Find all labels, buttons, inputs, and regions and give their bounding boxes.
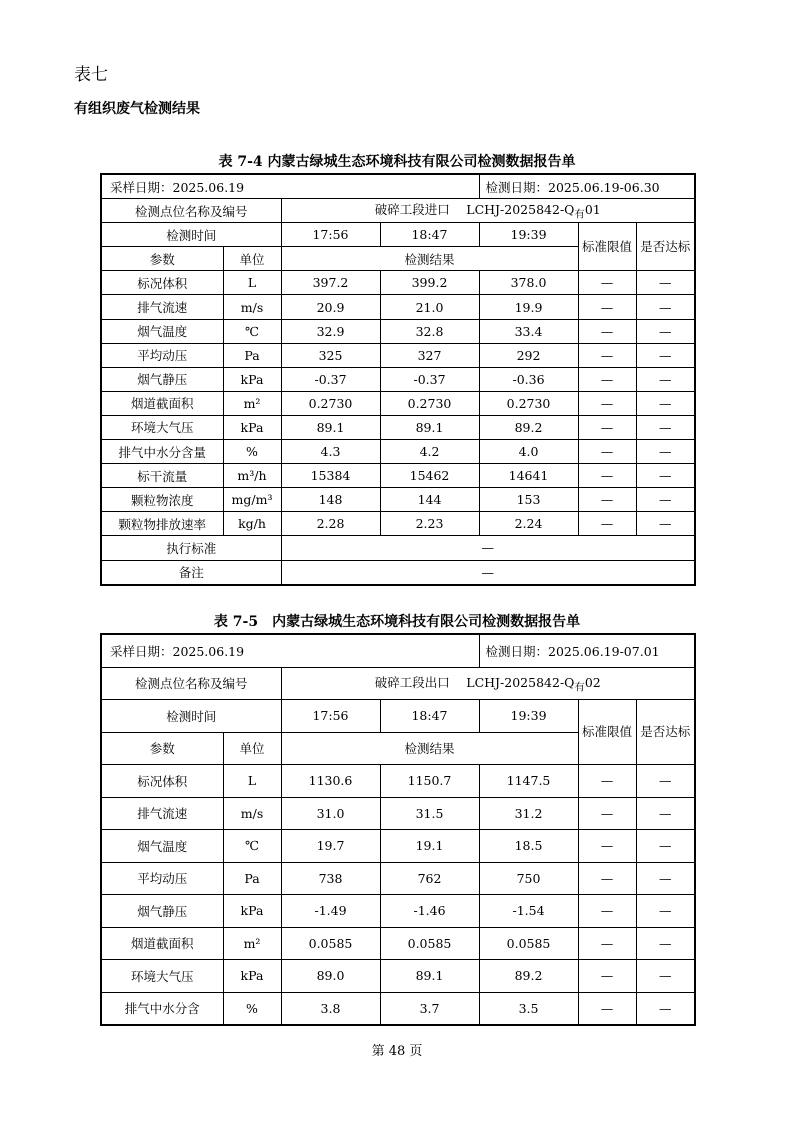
table1-param-cell: 标况体积 (101, 271, 223, 295)
table2-param-cell: 烟道截面积 (101, 927, 223, 960)
table1-data-row (101, 512, 695, 536)
table2-data-row (101, 862, 695, 895)
table2-point-code: 破碎工段出口 LCHJ-2025842-Q (374, 675, 575, 690)
table1-value-cell: -0.36 (479, 367, 578, 391)
table2-unit-cell: L (223, 765, 281, 798)
table2-ok-cell: — (636, 830, 695, 863)
table1-unit-label: 单位 (223, 247, 281, 271)
table2-data-row (101, 927, 695, 960)
table1-value-cell: 32.8 (380, 319, 479, 343)
table2-ok-cell: — (636, 960, 695, 993)
table2-test-date: 检测日期：2025.06.19-07.01 (479, 634, 695, 667)
table1-value-cell: 144 (380, 488, 479, 512)
table2-point-suffix: 02 (584, 675, 601, 690)
table2-value-cell: 0.0585 (380, 927, 479, 960)
table1-data-row (101, 391, 695, 415)
table1-time-row (101, 223, 695, 247)
table2-value-cell: 0.0585 (479, 927, 578, 960)
table1-ok-cell: — (636, 488, 695, 512)
table2-value-cell: 89.2 (479, 960, 578, 993)
table1-param-cell: 烟道截面积 (101, 391, 223, 415)
table1-value-cell: 4.0 (479, 440, 578, 464)
table1-value-cell: -0.37 (380, 367, 479, 391)
table2-value-cell: 1147.5 (479, 765, 578, 798)
table1-ok-cell: — (636, 391, 695, 415)
table1-value-cell: 89.1 (380, 415, 479, 439)
table2-value-cell: 18.5 (479, 830, 578, 863)
table2-std-cell: — (578, 797, 636, 830)
table2-time-3: 19:39 (479, 700, 578, 733)
table2-value-cell: 89.0 (281, 960, 380, 993)
table2-ok-cell: — (636, 797, 695, 830)
table2-std-cell: — (578, 992, 636, 1025)
table2-value-cell: 762 (380, 862, 479, 895)
table1-param-cell: 标干流量 (101, 464, 223, 488)
table1-value-cell: 2.23 (380, 512, 479, 536)
table2-std-cell: — (578, 862, 636, 895)
table1-value-cell: 19.9 (479, 295, 578, 319)
table1-exec-std-label: 执行标准 (101, 536, 281, 560)
table1-param-cell: 排气流速 (101, 295, 223, 319)
table1-data-row (101, 415, 695, 439)
table1-value-cell: 20.9 (281, 295, 380, 319)
table2-value-cell: -1.49 (281, 895, 380, 928)
table1-param-cell: 颗粒物排放速率 (101, 512, 223, 536)
table1-unit-cell: kPa (223, 367, 281, 391)
table1-point-value (281, 199, 695, 223)
table1-ok-cell: — (636, 271, 695, 295)
table1-note-value: — (281, 560, 695, 585)
table2-param-cell: 烟气温度 (101, 830, 223, 863)
table2-param-cell: 平均动压 (101, 862, 223, 895)
table2-value-cell: 19.7 (281, 830, 380, 863)
table2-value-cell: 738 (281, 862, 380, 895)
table2 (100, 633, 696, 1026)
table1-value-cell: 0.2730 (479, 391, 578, 415)
table2-value-cell: 1150.7 (380, 765, 479, 798)
table1-unit-cell: L (223, 271, 281, 295)
table2-value-cell: 750 (479, 862, 578, 895)
table2-ok-cell: — (636, 862, 695, 895)
table1-point-label: 检测点位名称及编号 (101, 199, 281, 223)
table2-time-2: 18:47 (380, 700, 479, 733)
table2-param-cell: 标况体积 (101, 765, 223, 798)
table1-std-cell: — (578, 512, 636, 536)
table2-result-label: 检测结果 (281, 732, 578, 765)
table1-value-cell: 4.3 (281, 440, 380, 464)
table2-time-row (101, 700, 695, 733)
table2-std-cell: — (578, 765, 636, 798)
table2-value-cell: 31.2 (479, 797, 578, 830)
table2-point-value (281, 667, 695, 700)
table2-data-row (101, 992, 695, 1025)
table2-data-row (101, 797, 695, 830)
table1-note-row (101, 560, 695, 585)
table1-param-cell: 环境大气压 (101, 415, 223, 439)
table2-data-row (101, 895, 695, 928)
table1-value-cell: 148 (281, 488, 380, 512)
table2-value-cell: 3.5 (479, 992, 578, 1025)
table2-data-row (101, 830, 695, 863)
table1-unit-cell: m/s (223, 295, 281, 319)
table2-data-row (101, 960, 695, 993)
table1-data-row (101, 440, 695, 464)
table1-param-label: 参数 (101, 247, 223, 271)
table2-unit-cell: % (223, 992, 281, 1025)
table1-exec-std-row (101, 536, 695, 560)
table1-data-row (101, 271, 695, 295)
table1-unit-cell: m² (223, 391, 281, 415)
table2-unit-label: 单位 (223, 732, 281, 765)
table2-ok-cell: — (636, 927, 695, 960)
table2-sampling-date: 采样日期：2025.06.19 (101, 634, 479, 667)
table2-point-label: 检测点位名称及编号 (101, 667, 281, 700)
table1-std-cell: — (578, 343, 636, 367)
table1-std-cell: — (578, 415, 636, 439)
table2-param-cell: 烟气静压 (101, 895, 223, 928)
table1-ok-cell: — (636, 512, 695, 536)
subtitle: 有组织废气检测结果 (74, 101, 200, 117)
table1-value-cell: 378.0 (479, 271, 578, 295)
table1-std-cell: — (578, 295, 636, 319)
table2-param-label: 参数 (101, 732, 223, 765)
table1-point-sub: 有 (574, 208, 585, 221)
table2-value-cell: 1130.6 (281, 765, 380, 798)
table1-value-cell: 32.9 (281, 319, 380, 343)
table1-value-cell: 0.2730 (281, 391, 380, 415)
table1-param-cell: 烟气静压 (101, 367, 223, 391)
table2-unit-cell: m² (223, 927, 281, 960)
table1-std-cell: — (578, 391, 636, 415)
table2-unit-cell: ℃ (223, 830, 281, 863)
table1-unit-cell: % (223, 440, 281, 464)
table1-value-cell: 89.2 (479, 415, 578, 439)
table2-ok-label: 是否达标 (636, 700, 695, 765)
table1-unit-cell: Pa (223, 343, 281, 367)
table2-std-cell: — (578, 895, 636, 928)
table1-ok-cell: — (636, 367, 695, 391)
table1-value-cell: 325 (281, 343, 380, 367)
table2-ok-cell: — (636, 765, 695, 798)
table2-value-cell: 0.0585 (281, 927, 380, 960)
table2-value-cell: -1.46 (380, 895, 479, 928)
table1-value-cell: 4.2 (380, 440, 479, 464)
table1-value-cell: 399.2 (380, 271, 479, 295)
table1-value-cell: -0.37 (281, 367, 380, 391)
table1-data-row (101, 367, 695, 391)
table2-value-cell: 3.8 (281, 992, 380, 1025)
table2-param-cell: 环境大气压 (101, 960, 223, 993)
table1-unit-cell: m³/h (223, 464, 281, 488)
table1-unit-cell: mg/m³ (223, 488, 281, 512)
table1-value-cell: 2.28 (281, 512, 380, 536)
table2-std-cell: — (578, 960, 636, 993)
table1-time-3: 19:39 (479, 223, 578, 247)
table1-ok-cell: — (636, 295, 695, 319)
table1-ok-cell: — (636, 415, 695, 439)
table1-unit-cell: kPa (223, 415, 281, 439)
table1-point-suffix: 01 (584, 202, 601, 218)
table1-value-cell: 15462 (380, 464, 479, 488)
table1-result-label: 检测结果 (281, 247, 578, 271)
table1-test-date: 检测日期：2025.06.19-06.30 (479, 174, 695, 199)
table2-value-cell: 31.5 (380, 797, 479, 830)
table1-param-cell: 排气中水分含量 (101, 440, 223, 464)
table1-std-cell: — (578, 488, 636, 512)
table1-time-1: 17:56 (281, 223, 380, 247)
table2-value-cell: 3.7 (380, 992, 479, 1025)
table1-std-cell: — (578, 464, 636, 488)
table1-unit-cell: kg/h (223, 512, 281, 536)
table1-std-label: 标准限值 (578, 223, 636, 271)
table2-point-row (101, 667, 695, 700)
table2-point-sub: 有 (574, 681, 585, 694)
table1-ok-label: 是否达标 (636, 223, 695, 271)
table1-param-cell: 烟气温度 (101, 319, 223, 343)
table1-data-row (101, 464, 695, 488)
table1-ok-cell: — (636, 440, 695, 464)
table1-sampling-date: 采样日期：2025.06.19 (101, 174, 479, 199)
table1-data-row (101, 488, 695, 512)
table1-time-2: 18:47 (380, 223, 479, 247)
page-number: 第 48 页 (371, 1044, 423, 1059)
table1-param-cell: 颗粒物浓度 (101, 488, 223, 512)
table1-data-row (101, 319, 695, 343)
table1-ok-cell: — (636, 319, 695, 343)
table2-ok-cell: — (636, 992, 695, 1025)
table2-std-cell: — (578, 830, 636, 863)
table1-time-label: 检测时间 (101, 223, 281, 247)
table1-value-cell: 33.4 (479, 319, 578, 343)
table1-std-cell: — (578, 271, 636, 295)
table2-data-row (101, 765, 695, 798)
table1-point-code: 破碎工段进口 LCHJ-2025842-Q (374, 202, 575, 218)
table1-value-cell: 21.0 (380, 295, 479, 319)
table1-param-cell: 平均动压 (101, 343, 223, 367)
table1-note-label: 备注 (101, 560, 281, 585)
table2-time-1: 17:56 (281, 700, 380, 733)
table2-date-row (101, 634, 695, 667)
table1-value-cell: 89.1 (281, 415, 380, 439)
table1-date-row (101, 174, 695, 199)
table2-std-label: 标准限值 (578, 700, 636, 765)
table1-value-cell: 397.2 (281, 271, 380, 295)
table2-time-label: 检测时间 (101, 700, 281, 733)
table1-point-row (101, 199, 695, 223)
table1-std-cell: — (578, 367, 636, 391)
table2-ok-cell: — (636, 895, 695, 928)
table1-std-cell: — (578, 440, 636, 464)
table1-data-row (101, 295, 695, 319)
table1-value-cell: 292 (479, 343, 578, 367)
table1-value-cell: 14641 (479, 464, 578, 488)
table1-value-cell: 153 (479, 488, 578, 512)
table2-unit-cell: m/s (223, 797, 281, 830)
table1-value-cell: 0.2730 (380, 391, 479, 415)
table2-value-cell: -1.54 (479, 895, 578, 928)
table1 (100, 173, 696, 586)
table2-value-cell: 89.1 (380, 960, 479, 993)
table2-unit-cell: kPa (223, 895, 281, 928)
table1-exec-std-value: — (281, 536, 695, 560)
table2-value-cell: 31.0 (281, 797, 380, 830)
table1-value-cell: 327 (380, 343, 479, 367)
table1-ok-cell: — (636, 464, 695, 488)
table2-unit-cell: Pa (223, 862, 281, 895)
table1-value-cell: 2.24 (479, 512, 578, 536)
table1-unit-cell: ℃ (223, 319, 281, 343)
table2-unit-cell: kPa (223, 960, 281, 993)
table1-caption: 表 7-4 内蒙古绿城生态环境科技有限公司检测数据报告单 (218, 154, 576, 170)
table2-param-cell: 排气中水分含 (101, 992, 223, 1025)
section-title: 表七 (74, 65, 108, 85)
table1-std-cell: — (578, 319, 636, 343)
table1-data-row (101, 343, 695, 367)
table2-caption: 表 7-5 内蒙古绿城生态环境科技有限公司检测数据报告单 (213, 614, 581, 630)
table2-std-cell: — (578, 927, 636, 960)
table2-value-cell: 19.1 (380, 830, 479, 863)
table1-value-cell: 15384 (281, 464, 380, 488)
table2-param-cell: 排气流速 (101, 797, 223, 830)
table1-ok-cell: — (636, 343, 695, 367)
